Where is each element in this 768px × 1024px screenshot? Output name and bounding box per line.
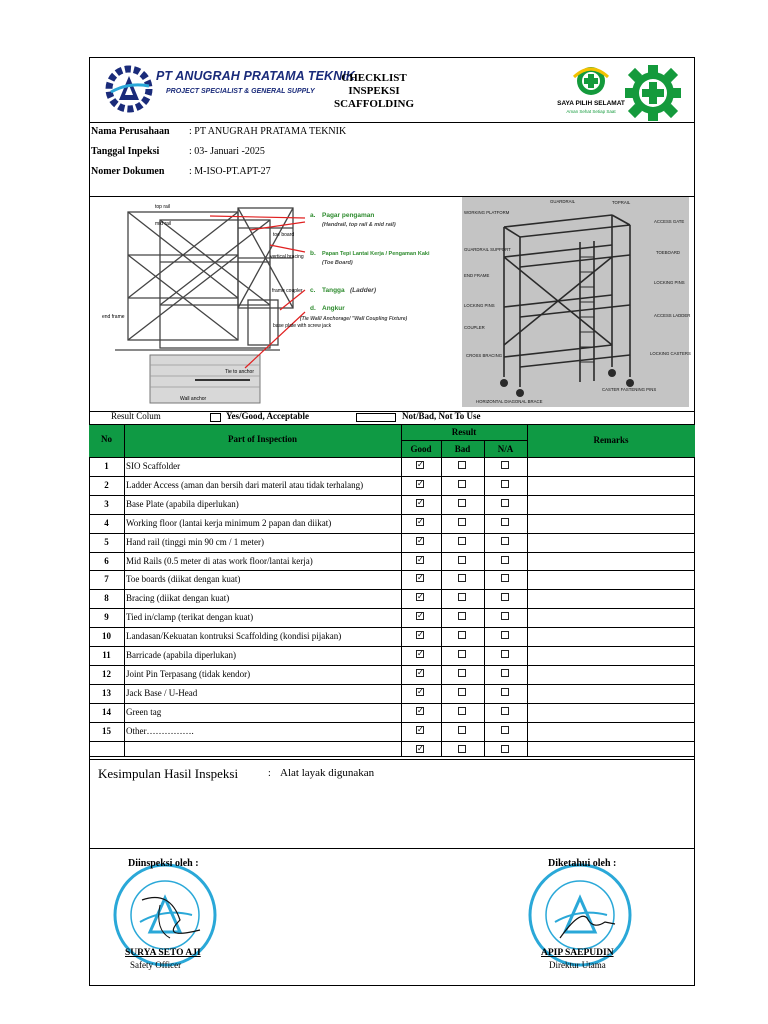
checkbox-bad[interactable] [458, 593, 466, 601]
row-divider [89, 627, 695, 628]
checkbox-na[interactable] [501, 593, 509, 601]
row-part: Jack Base / U-Head [126, 687, 198, 698]
label-cross-bracing: CROSS BRACING [466, 353, 503, 358]
row-part: Barricade (apabila diperlukan) [126, 650, 236, 660]
label-diagonal-brace: HORIZONTAL DIAGONAL BRACE [476, 399, 543, 404]
row-divider [89, 646, 695, 647]
checkbox-good[interactable]: ✓ [417, 705, 424, 715]
legend-handrail: Pagar pengaman [322, 212, 375, 219]
legend-anchor-sub: (Tie Wall/ Anchorage/ "Wall Coupling Fixture) [300, 316, 408, 322]
row-number: 13 [102, 687, 111, 698]
checkbox-bad[interactable] [458, 707, 466, 715]
label-access-ladder: ACCESS LADDER [654, 313, 691, 318]
label-caster-pins: CASTER FASTENING PINS [602, 387, 657, 392]
label-wall-anchor: Wall anchor [180, 396, 207, 402]
col-part: Part of Inspection [228, 434, 297, 444]
checkbox-good[interactable]: ✓ [417, 630, 424, 640]
label-vertical-bracing: vertical bracing [270, 254, 304, 260]
doc-number-value: : M-ISO-PT.APT-27 [189, 166, 271, 177]
checkbox-bad[interactable] [458, 688, 466, 696]
checkbox-na[interactable] [501, 574, 509, 582]
legend-handrail-sub: (Handrail, top rail & mid rail) [322, 222, 396, 228]
checkbox-na[interactable] [501, 707, 509, 715]
row-divider [89, 570, 695, 571]
row-part: SIO Scaffolder [126, 461, 181, 471]
table-border [441, 440, 442, 756]
row-number: 14 [102, 706, 111, 717]
row-number: 7 [104, 574, 109, 585]
checkbox-bad[interactable] [458, 574, 466, 582]
row-part: Ladder Access (aman dan bersih dari materil atau tidak terhalang) [126, 479, 364, 490]
table-border [89, 424, 695, 425]
company-logo [103, 64, 155, 114]
checkbox-bad[interactable] [458, 518, 466, 526]
checkbox-bad[interactable] [458, 612, 466, 620]
label-guardrail: GUARDRAIL [550, 199, 576, 204]
row-divider [89, 703, 695, 704]
director-name: APIP SAEPUDIN [541, 948, 614, 958]
acknowledged-by-label: Diketahui oleh : [548, 858, 617, 869]
date-label: Tanggal Inpeksi [91, 146, 160, 157]
checkbox-bad[interactable] [458, 499, 466, 507]
checkbox-good[interactable]: ✓ [417, 667, 424, 677]
table-border [484, 440, 485, 756]
checkbox-good[interactable]: ✓ [417, 535, 424, 545]
row-divider [89, 665, 695, 666]
checkbox-good[interactable]: ✓ [417, 554, 424, 564]
row-divider [89, 495, 695, 496]
row-number: 6 [104, 555, 109, 566]
label-top-rail: top rail [155, 204, 171, 210]
label-tie-anchor: Tie to anchor [225, 369, 254, 375]
checkbox-good[interactable]: ✓ [417, 497, 424, 507]
inspector-role: Safety Officer [130, 960, 182, 970]
row-number: 11 [102, 650, 111, 660]
checkbox-na[interactable] [501, 480, 509, 488]
label-toe-board: toe board [273, 232, 295, 238]
checkbox-good[interactable]: ✓ [417, 573, 424, 583]
row-part: Toe boards (diikat dengan kuat) [126, 574, 241, 585]
row-divider [89, 722, 695, 723]
doc-number-label: Nomer Dokumen [91, 166, 165, 177]
legend-yes-box [210, 413, 221, 422]
checkbox-good[interactable]: ✓ [417, 516, 424, 526]
row-part: Base Plate (apabila diperlukan) [126, 498, 239, 509]
checkbox-bad[interactable] [458, 631, 466, 639]
row-part: Other……………. [126, 725, 194, 736]
company-tagline: PROJECT SPECIALIST & GENERAL SUPPLY [166, 88, 315, 95]
label-mid-rail: mid rail [155, 221, 172, 227]
row-divider [89, 552, 695, 553]
date-value: : 03- Januari -2025 [189, 146, 265, 157]
result-legend-label: Result Colum [111, 411, 161, 421]
label-locking-pins: LOCKING PINS [654, 280, 685, 285]
row-divider [89, 514, 695, 515]
legend-toeboard-sub: (Toe Board) [322, 260, 353, 266]
legend-key: d. [310, 305, 316, 312]
label-coupler: COUPLER [464, 325, 485, 330]
checkbox-na[interactable] [501, 518, 509, 526]
checkbox-na[interactable] [501, 556, 509, 564]
checkbox-na[interactable] [501, 461, 509, 469]
table-border [89, 457, 695, 458]
divider [89, 848, 695, 849]
row-number: 4 [104, 517, 109, 528]
checkbox-good[interactable]: ✓ [417, 686, 424, 696]
label-base-plate: base plate with screw jack [273, 323, 332, 329]
checkbox-bad[interactable] [458, 480, 466, 488]
checkbox-bad[interactable] [458, 461, 466, 469]
row-number: 5 [104, 536, 109, 547]
row-part: Working floor (lantai kerja minimum 2 papan dan diikat) [126, 517, 332, 528]
divider [89, 756, 695, 757]
legend-ladder: Tangga [322, 287, 345, 294]
row-number: 2 [104, 479, 109, 490]
k3-safety-logo [556, 63, 626, 119]
checkbox-bad[interactable] [458, 537, 466, 545]
legend-no-label: Not/Bad, Not To Use [402, 411, 481, 421]
row-number: 12 [102, 668, 111, 679]
row-number: 1 [104, 461, 109, 471]
inspected-by-label: Diinspeksi oleh : [128, 858, 199, 869]
row-part: Green tag [126, 706, 162, 717]
row-part: Joint Pin Terpasang (tidak kendor) [126, 668, 251, 679]
checkbox-good[interactable]: ✓ [417, 460, 424, 469]
divider [89, 122, 695, 123]
company-label: Nama Perusahaan [91, 126, 170, 137]
checkbox-good[interactable]: ✓ [417, 649, 424, 658]
row-divider [89, 684, 695, 685]
label-toeboard: TOEBOARD [656, 250, 681, 255]
title-line: CHECKLIST [341, 72, 407, 84]
director-role: Direktur Utama [549, 960, 606, 970]
checkbox-good[interactable]: ✓ [417, 743, 424, 753]
row-number: 8 [104, 593, 109, 604]
legend-toeboard: Papan Tepi Lantai Kerja / Pengaman Kaki [322, 251, 430, 257]
checkbox-na[interactable] [501, 726, 509, 734]
conclusion-label: Kesimpulan Hasil Inspeksi [98, 766, 239, 781]
checkbox-na[interactable] [501, 612, 509, 620]
legend-anchor: Angkur [322, 305, 345, 312]
checkbox-na[interactable] [501, 688, 509, 696]
checkbox-good[interactable]: ✓ [417, 611, 424, 621]
legend-key: b. [310, 250, 316, 257]
scaffolding-diagram-right [462, 197, 689, 407]
legend-ladder-sub: (Ladder) [350, 287, 376, 294]
legend-key: a. [310, 212, 316, 219]
divider [89, 411, 695, 412]
checkbox-bad[interactable] [458, 650, 466, 658]
legend-no-box [356, 413, 396, 422]
checkbox-bad[interactable] [458, 669, 466, 677]
row-part: Bracing (diikat dengan kuat) [126, 593, 230, 604]
label-working-platform: WORKING PLATFORM [464, 210, 510, 215]
document-title [331, 72, 417, 111]
row-number: 9 [104, 612, 109, 623]
inspector-name: SURYA SETO AJI [125, 948, 201, 958]
checkbox-good[interactable]: ✓ [417, 724, 424, 734]
checkbox-na[interactable] [501, 669, 509, 677]
k3-gear-icon [624, 64, 682, 122]
row-number: 10 [102, 631, 111, 642]
col-no: No [101, 434, 112, 444]
k3-slogan: SAYA PILIH SELAMAT [557, 100, 625, 107]
checkbox-bad[interactable] [458, 745, 466, 753]
label-locking-pins: LOCKING PINS [464, 303, 495, 308]
row-divider [89, 608, 695, 609]
checkbox-na[interactable] [501, 499, 509, 507]
k3-subtitle: Aman Sehat Setiap Saat [566, 109, 616, 114]
col-remarks: Remarks [593, 435, 629, 445]
checkbox-good[interactable]: ✓ [417, 592, 424, 602]
col-bad: Bad [454, 444, 471, 454]
label-guardrail-support: GUARDRAIL SUPPORT [464, 247, 511, 252]
conclusion-separator: : [268, 768, 271, 779]
row-part: Tied in/clamp (terikat dengan kuat) [126, 612, 254, 623]
row-part: Hand rail (tinggi min 90 cm / 1 meter) [126, 536, 264, 547]
checkbox-na[interactable] [501, 631, 509, 639]
checkbox-bad[interactable] [458, 556, 466, 564]
row-part: Landasan/Kekuatan kontruksi Scaffolding (kondisi pijakan) [126, 631, 342, 642]
company-name: PT ANUGRAH PRATAMA TEKNIK [156, 69, 356, 83]
col-result: Result [451, 427, 477, 437]
conclusion-value: Alat layak digunakan [280, 767, 375, 779]
scaffolding-diagram-left [100, 200, 430, 406]
label-end-frame: END FRAME [464, 273, 490, 278]
row-number: 3 [104, 498, 109, 509]
checkbox-na[interactable] [501, 650, 509, 658]
checkbox-good[interactable]: ✓ [417, 478, 424, 488]
row-divider [89, 476, 695, 477]
row-number: 15 [102, 725, 111, 736]
title-line: INSPEKSI [348, 85, 400, 97]
row-divider [89, 533, 695, 534]
company-value: : PT ANUGRAH PRATAMA TEKNIK [189, 126, 347, 137]
checkbox-na[interactable] [501, 537, 509, 545]
row-part: Mid Rails (0.5 meter di atas work floor/lantai kerja) [126, 555, 313, 566]
col-na: N/A [497, 444, 514, 454]
legend-key: c. [310, 287, 316, 294]
col-good: Good [410, 444, 432, 454]
row-divider [89, 589, 695, 590]
checkbox-na[interactable] [501, 745, 509, 753]
label-locking-casters: LOCKING CASTERS [650, 351, 691, 356]
row-divider [89, 759, 695, 760]
title-line: SCAFFOLDING [333, 98, 415, 110]
label-frame-coupler: frame coupler [272, 288, 303, 294]
legend-yes-label: Yes/Good, Acceptable [226, 411, 309, 421]
label-access-gate: ACCESS GATE [654, 219, 685, 224]
label-toprail: TOPRAIL [612, 200, 631, 205]
checkbox-bad[interactable] [458, 726, 466, 734]
table-border [401, 440, 527, 441]
label-end-frame: end frame [102, 314, 125, 320]
row-divider [89, 741, 695, 742]
